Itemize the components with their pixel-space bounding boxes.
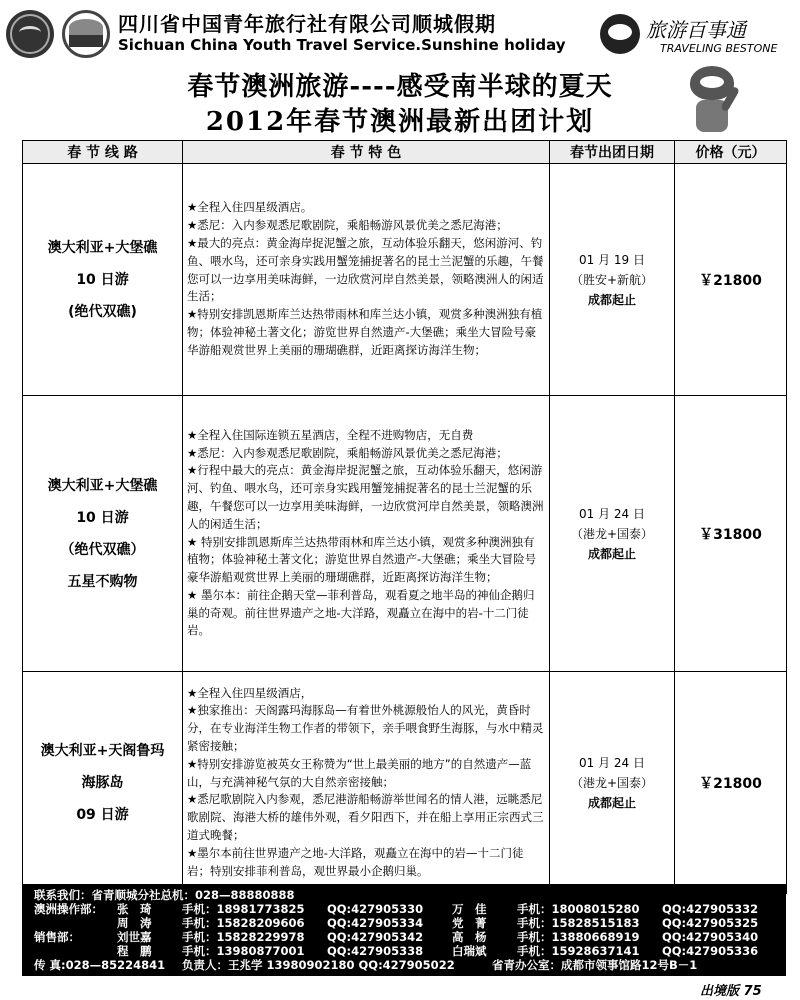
airline: （港龙+国泰） (570, 526, 654, 541)
route-duration: 10 日游 (76, 509, 129, 526)
feature-item: ★ 特别安排凯恩斯库兰达热带雨林和库兰达小镇，观赏多种澳洲独有植物；体验神秘土著文化；游览世界自然遗产-大堡礁；乘坐大冒险号豪华游船观赏世界上美丽的珊瑚礁群，近距离探访海洋生物； (187, 534, 537, 585)
staff-mobile: 手机：15828209606 (182, 916, 305, 930)
staff-mobile: 手机：15928637141 (517, 944, 640, 958)
airline: （胜安+新航） (570, 272, 654, 287)
staff-name: 周 涛 (117, 916, 152, 930)
departure-city: 成都起止 (587, 292, 636, 307)
departure-date: 01 月 19 日 (579, 252, 645, 267)
price-cell: ￥31800 (675, 396, 787, 672)
staff-qq: QQ:427905338 (327, 944, 424, 958)
feature-item: ★独家推出：天阁露玛海豚岛—有着世外桃源般怡人的风光，黄昏时分，在专业海洋生物工作者的带领下，亲手喂食野生海豚，与水中精灵紧密接触； (187, 703, 544, 753)
table-row (23, 164, 787, 396)
contact-line: 联系我们：省青顺城分社总机：028—88880888 (34, 888, 295, 902)
staff-qq: QQ:427905332 (662, 902, 759, 916)
price-cell: ￥21800 (675, 164, 787, 396)
table-header-row (23, 141, 787, 164)
tour-table (22, 140, 787, 894)
staff-name: 党 菁 (452, 916, 487, 930)
table-row (23, 672, 787, 894)
route-name: 澳大利亚+大堡礁 (47, 239, 158, 256)
company-name-cn: 四川省中国青年旅行社有限公司顺城假期 (118, 12, 496, 36)
company-logo (6, 10, 54, 58)
staff-qq: QQ:427905340 (662, 930, 759, 944)
brand-mascot-icon (600, 14, 640, 54)
header-features: 春 节 特 色 (183, 141, 550, 164)
route-cell (23, 396, 183, 672)
staff-name: 程 鹏 (117, 944, 152, 958)
features-cell (183, 164, 550, 396)
header-price: 价格（元） (675, 141, 787, 164)
staff-mobile: 手机：18008015280 (517, 902, 640, 916)
departure-date: 01 月 24 日 (579, 755, 645, 770)
brand-name-cn: 旅游百事通 (646, 18, 746, 42)
route-cell (23, 672, 183, 894)
staff-name: 白瑞斌 (452, 944, 487, 958)
manager-line: 负责人：王兆学 13980902180 QQ:427905022 (182, 958, 455, 972)
departure-date: 01 月 24 日 (579, 506, 645, 521)
staff-mobile: 手机：13980877001 (182, 944, 305, 958)
staff-mobile: 手机：15828515183 (517, 916, 640, 930)
route-note: 五星不购物 (67, 573, 138, 590)
staff-name: 刘世嘉 (117, 930, 152, 944)
route-duration: 海豚岛 (81, 774, 124, 791)
contact-footer (22, 884, 786, 976)
header-date: 春节出团日期 (550, 141, 675, 164)
mascot-illustration (680, 64, 750, 144)
header-route: 春 节 线 路 (23, 141, 183, 164)
table-row (23, 396, 787, 672)
feature-item: ★最大的亮点：黄金海岸捉泥蟹之旅，互动体验乐翻天，悠闲游河、钓鱼、喂水鸟，还可亲身实践用蟹笼捕捉著名的昆士兰泥蟹的乐趣，午餐您可以一边享用美味海鲜，一边欣赏河岸自然美景，领略澳洲人的闲适生活； (187, 236, 544, 304)
route-tag: （绝代双礁） (60, 541, 145, 558)
feature-item: ★全程入住四星级酒店， (187, 685, 313, 700)
route-name: 澳大利亚+大堡礁 (47, 477, 158, 494)
features-cell (183, 672, 550, 894)
feature-item: ★全程入住国际连锁五星酒店，全程不进购物店，无自费 (187, 427, 474, 442)
ops-label: 澳洲操作部： (34, 902, 103, 916)
staff-qq: QQ:427905342 (327, 930, 424, 944)
feature-item: ★悉尼：入内参观悉尼歌剧院，乘船畅游风景优美之悉尼海港； (187, 218, 508, 233)
feature-item: ★特别安排凯恩斯库兰达热带雨林和库兰达小镇，观赏多种澳洲独有植物；体验神秘土著文化；游览世界自然遗产-大堡礁；乘坐大冒险号豪华游船观赏世界上美丽的珊瑚礁群，近距离探访海洋生物； (187, 307, 543, 357)
feature-item: ★全程入住四星级酒店。 (187, 200, 313, 215)
page-header (0, 0, 800, 66)
office-address: 省青办公室：成都市领事馆路12号B－1 (492, 958, 698, 972)
airline: （港龙+国泰） (570, 775, 654, 790)
feature-item: ★墨尔本前往世界遗产之地-大洋路，观矗立在海中的岩—十二门徒岩；特别安排菲利普岛，观世界最小企鹅归巢。 (187, 845, 524, 878)
page-number: 出境版 75 (700, 984, 762, 999)
fax-line: 传 真:028—85224841 (34, 958, 166, 972)
feature-item: ★悉尼歌剧院入内参观，悉尼港游船畅游举世闻名的情人港，远眺悉尼歌剧院、海港大桥的雄伟外观，看夕阳西下，并在船上享用正宗西式三道式晚餐； (187, 792, 544, 842)
cyts-logo (62, 10, 110, 58)
date-cell (550, 164, 675, 396)
staff-qq: QQ:427905325 (662, 916, 759, 930)
departure-city: 成都起止 (587, 546, 636, 561)
date-cell (550, 672, 675, 894)
staff-mobile: 手机：18981773825 (182, 902, 305, 916)
feature-item: ★行程中最大的亮点：黄金海岸捉泥蟹之旅，互动体验乐翻天，悠闲游河、钓鱼、喂水鸟，还可亲身实践用蟹笼捕捉著名的昆士兰泥蟹的乐趣，午餐您可以一边享用美味海鲜，一边欣赏河岸自然美景，领略澳洲人的闲适生活； (187, 463, 544, 531)
company-name-en: Sichuan China Youth Travel Service.Sunshine holiday (118, 36, 566, 54)
feature-item: ★悉尼：入内参观悉尼歌剧院，乘船畅游风景优美之悉尼海港； (187, 445, 508, 460)
staff-name: 张 琦 (117, 902, 152, 916)
sales-label: 销售部： (34, 930, 80, 944)
route-name: 澳大利亚+天阁鲁玛 (40, 742, 165, 759)
route-tag: 09 日游 (76, 806, 129, 823)
staff-mobile: 手机：15828229978 (182, 930, 305, 944)
route-tag: (绝代双礁) (68, 303, 137, 320)
staff-mobile: 手机：13880668919 (517, 930, 640, 944)
staff-qq: QQ:427905330 (327, 902, 424, 916)
route-cell (23, 164, 183, 396)
sub-title: 2012年春节澳洲最新出团计划 (205, 107, 595, 137)
staff-qq: QQ:427905336 (662, 944, 759, 958)
staff-name: 高 杨 (452, 930, 487, 944)
features-cell (183, 396, 550, 672)
feature-item: ★ 墨尔本：前往企鹅天堂—菲利普岛，观看夏之地半岛的神仙企鹅归巢的奇观。前往世界遗产之地-大洋路，观矗立在海中的岩-十二门徒岩。 (187, 587, 535, 638)
date-cell (550, 396, 675, 672)
main-title: 春节澳洲旅游----感受南半球的夏天 (187, 72, 613, 102)
staff-qq: QQ:427905334 (327, 916, 424, 930)
route-duration: 10 日游 (76, 271, 129, 288)
price-cell: ￥21800 (675, 672, 787, 894)
departure-city: 成都起止 (587, 795, 636, 810)
feature-item: ★特别安排游览被英女王称赞为“世上最美丽的地方”的自然遗产—蓝山，与充满神秘气氛的大自然亲密接触； (187, 756, 532, 789)
staff-name: 万 佳 (452, 902, 487, 916)
brand-logo (600, 12, 790, 60)
brand-name-en: TRAVELING BESTONE (660, 42, 778, 55)
